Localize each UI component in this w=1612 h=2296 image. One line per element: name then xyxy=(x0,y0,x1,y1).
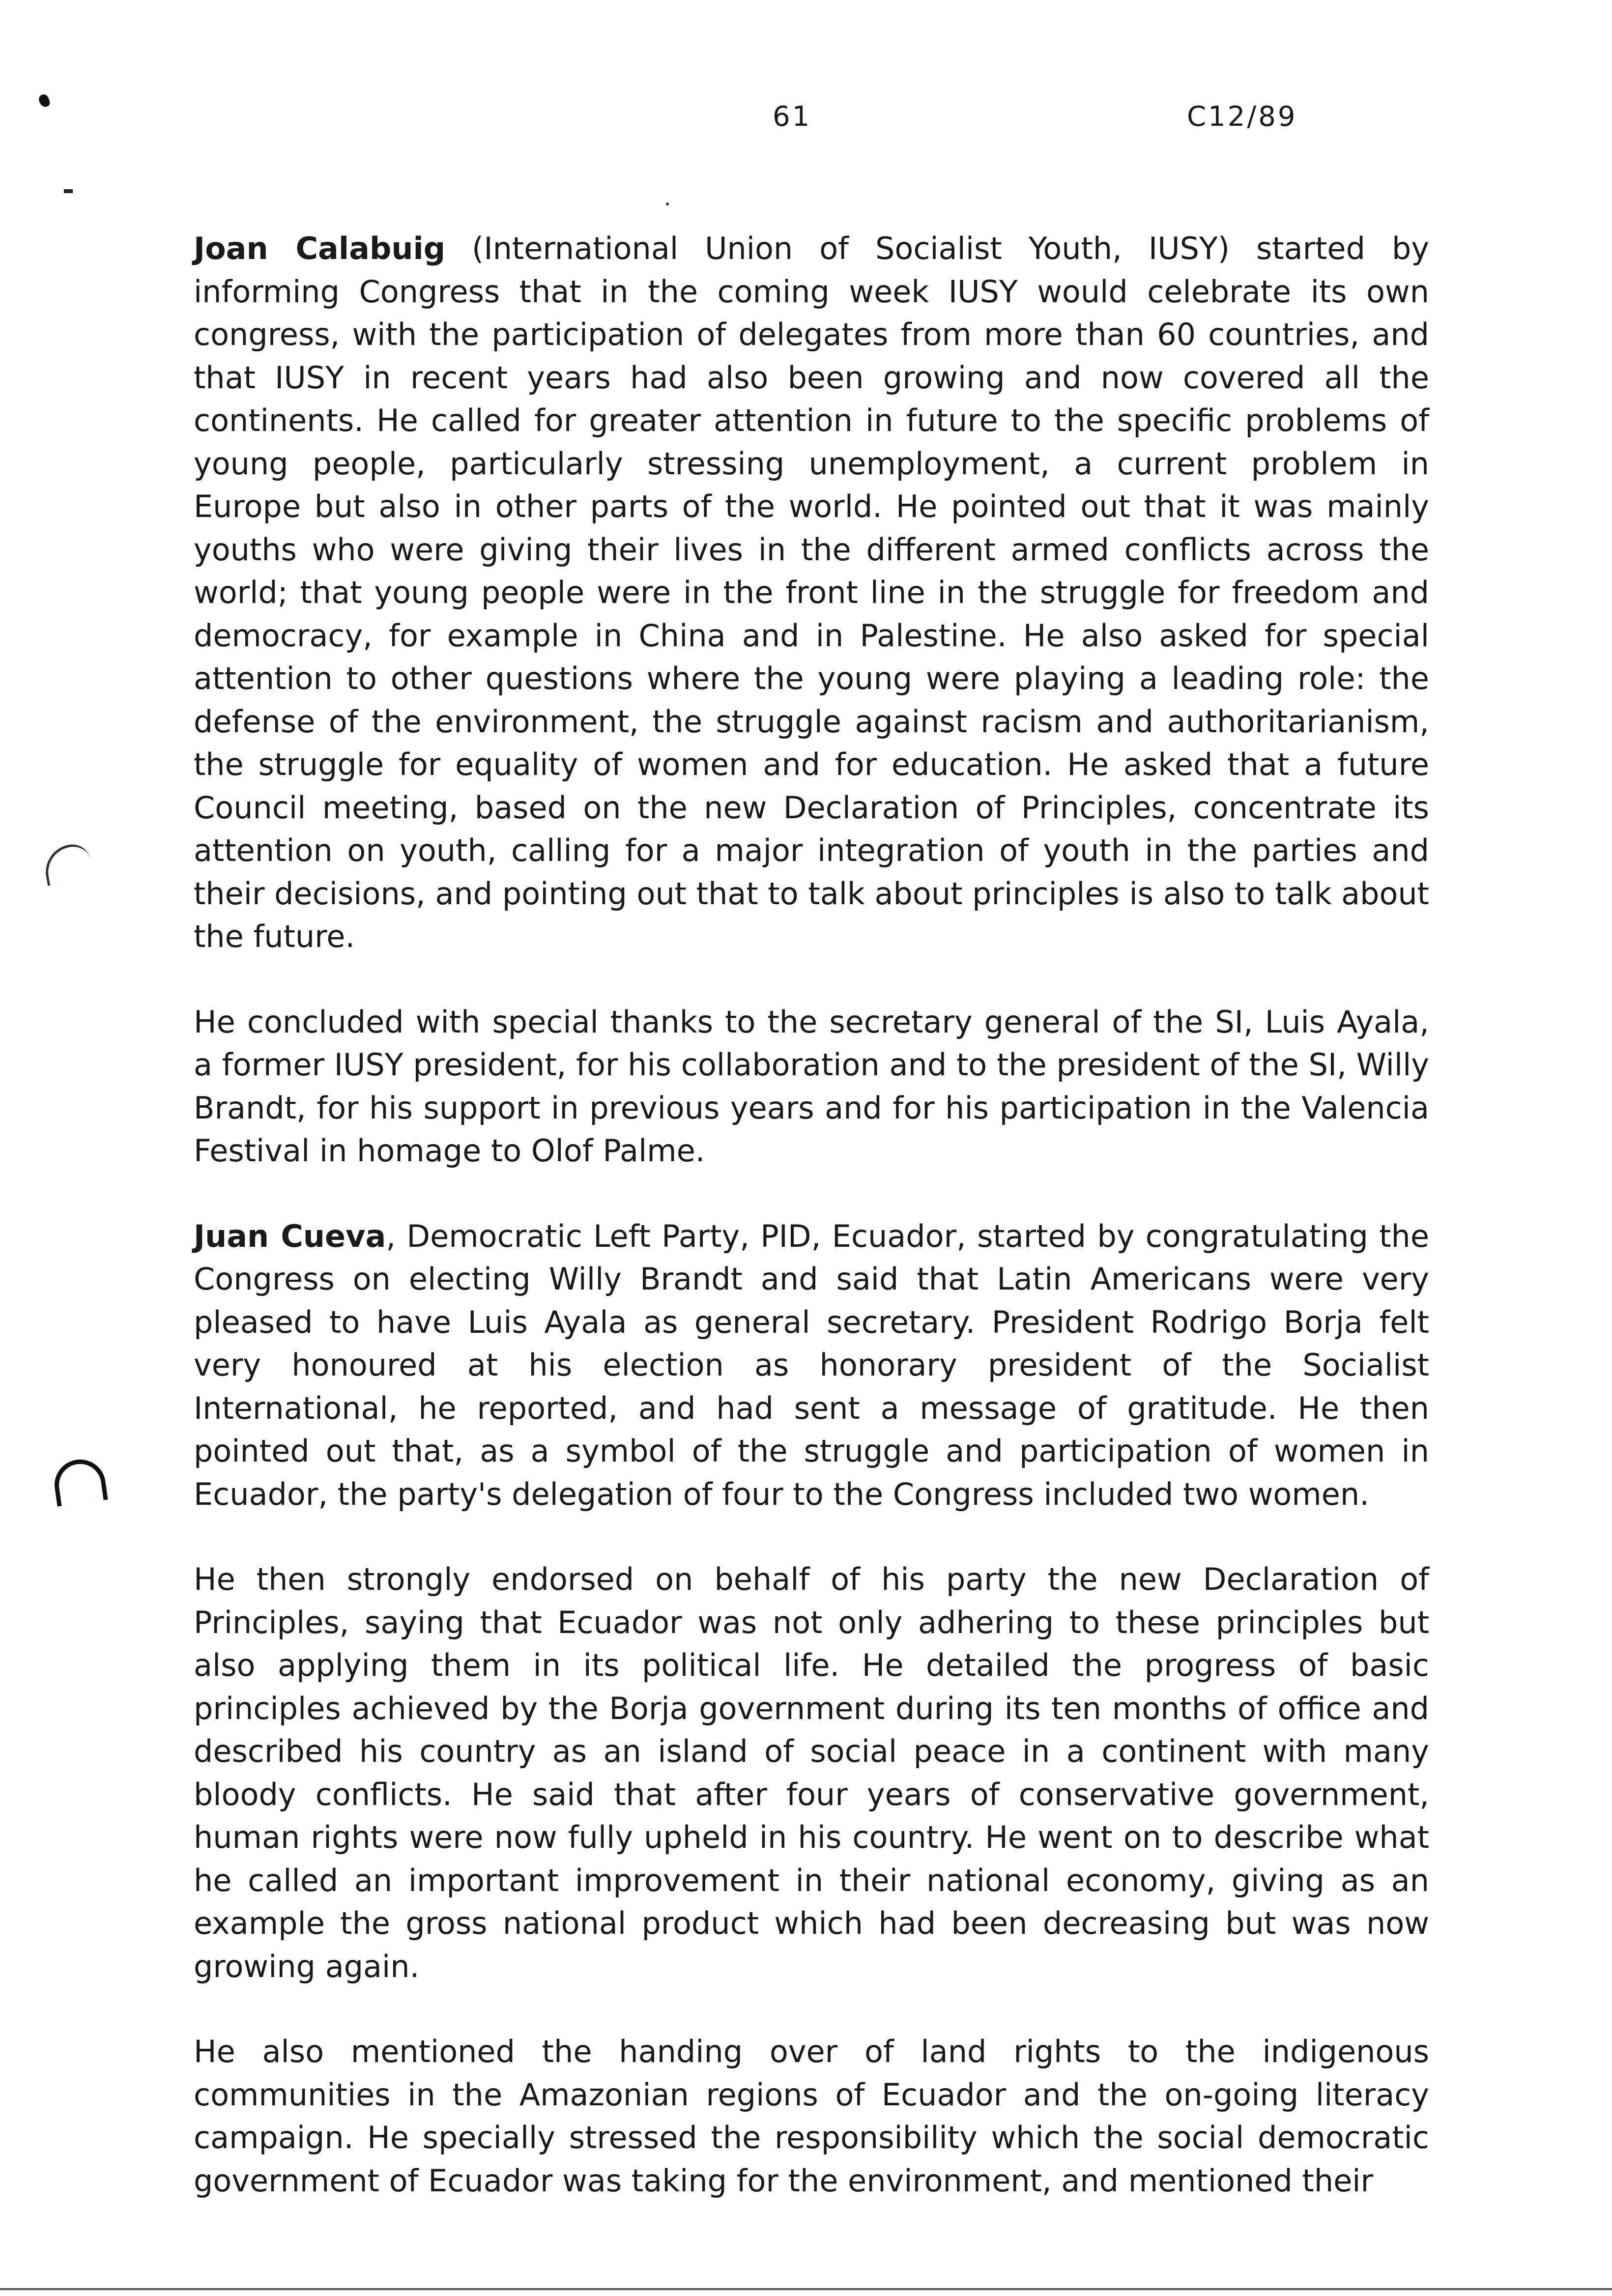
paragraph xyxy=(194,227,1429,958)
page-number: 61 xyxy=(773,101,812,133)
page-header xyxy=(0,101,1612,140)
paragraph xyxy=(194,2030,1429,2202)
paragraph-text: He concluded with special thanks to the secretary general of the SI, Luis Ayala, a former IUSY president, for his collaboration and to the president of the SI, Willy Brandt, for his support in previous years and for his participation in the Valencia Festival in homage to Olof Palme. xyxy=(194,1004,1429,1169)
margin-hole-punch-mark xyxy=(51,1456,108,1507)
paragraph-text: , Democratic Left Party, PID, Ecuador, started by congratulating the Congress on electing Willy Brandt and said that Latin Americans were very pleased to have Luis Ayala as general secretary. President Rodrigo Borja felt very honoured at his election as honorary president of the Socialist International, he reported, and had sent a message of gratitude. He then pointed out that, as a symbol of the struggle and participation of women in Ecuador, the party's delegation of four to the Congress included two women. xyxy=(194,1218,1429,1512)
paragraph xyxy=(194,1001,1429,1173)
document-body xyxy=(194,227,1429,2244)
speaker-name: Joan Calabuig xyxy=(194,230,446,266)
margin-ink-dash xyxy=(64,189,73,193)
paragraph xyxy=(194,1215,1429,1516)
margin-hole-punch-mark xyxy=(41,841,94,886)
paragraph xyxy=(194,1558,1429,1988)
stray-ink-speck xyxy=(666,202,669,205)
paragraph-text: He then strongly endorsed on behalf of his party the new Declaration of Principles, saying that Ecuador was not only adhering to these principles but also applying them in its political life. He detailed the progress of basic principles achieved by the Borja government during its ten months of office and described his country as an island of social peace in a continent with many bloody conflicts. He said that after four years of conservative government, human rights were now fully upheld in his country. He went on to describe what he called an important improvement in their national economy, giving as an example the gross national product which had been decreasing but was now growing again. xyxy=(194,1561,1429,1984)
paragraph-text: He also mentioned the handing over of land rights to the indigenous communities in the Amazonian regions of Ecuador and the on-going literacy campaign. He specially stressed the responsibility which the social democratic government of Ecuador was taking for the environment, and mentioned their xyxy=(194,2034,1429,2199)
paragraph-text: (International Union of Socialist Youth, IUSY) started by informing Congress that in the coming week IUSY would celebrate its own congress, with the participation of delegates from more than 60 countries, and that IUSY in recent years had also been growing and now covered all the continents. He called for greater attention in future to the specific problems of young people, particularly stressing unemployment, a current problem in Europe but also in other parts of the world. He pointed out that it was mainly youths who were giving their lives in the different armed conflicts across the world; that young people were in the front line in the struggle for freedom and democracy, for example in China and in Palestine. He also asked for special attention to other questions where the young were playing a leading role: the defense of the environment, the struggle against racism and authoritarianism, the struggle for equality of women and for education. He asked that a future Council meeting, based on the new Declaration of Principles, concentrate its attention on youth, calling for a major integration of youth in the parties and their decisions, and pointing out that to talk about principles is also to talk about the future. xyxy=(194,230,1430,954)
speaker-name: Juan Cueva xyxy=(194,1218,386,1254)
document-reference: C12/89 xyxy=(1187,101,1297,133)
page-bottom-edge xyxy=(0,2288,1612,2290)
